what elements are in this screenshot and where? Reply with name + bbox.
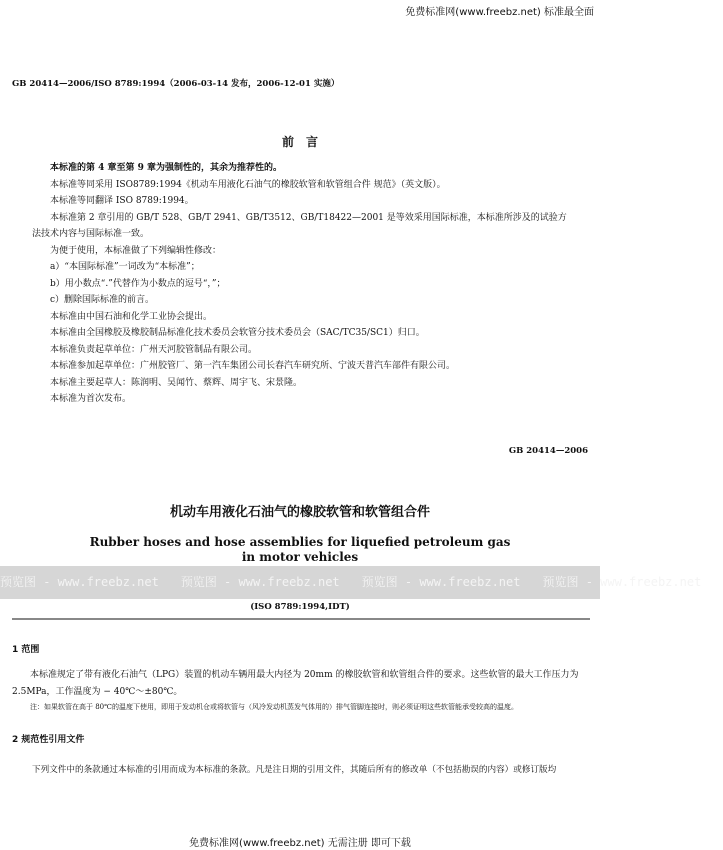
preview-watermark	[0, 566, 702, 599]
paragraph: 本标准等同翻译 ISO 8789:1994。	[50, 196, 194, 206]
foreword-body	[32, 160, 572, 408]
footer-note: 免费标准网(www.freebz.net) 无需注册 即可下载	[189, 838, 411, 849]
doc-id-line: GB 20414—2006/ISO 8789:1994（2006-03-14 发布，2006-12-01 实施）	[12, 79, 340, 89]
watermark-text: 预览图 - www.freebz.net	[542, 575, 702, 589]
paragraph: 本标准负责起草单位：广州天河胶管制品有限公司。	[50, 344, 258, 355]
paragraph: 本标准的第 4 章至第 9 章为强制性的，其余为推荐性的。	[50, 163, 283, 173]
paragraph: 本标准由全国橡胶及橡胶制品标准化技术委员会软管分技术委员会（SAC/TC35/SC1）归口。	[50, 328, 425, 338]
watermark-text: 预览图 - www.freebz.net	[361, 575, 521, 589]
paragraph: 本标准主要起草人：陈润明、吴闻竹、蔡辉、周宇飞、宋景隆。	[50, 377, 303, 388]
header-note: 免费标准网(www.freebz.net) 标准最全面	[405, 7, 594, 18]
list-item: c）删除国际标准的前言。	[50, 295, 155, 305]
paragraph: 本标准规定了带有液化石油气（LPG）装置的机动车辆用最大内径为 20mm 的橡胶软管和软管组合件的要求。这些软管的最大工作压力为 2.5MPa，工作温度为 − 40℃～±80℃。	[12, 670, 579, 697]
paragraph: 为便于使用，本标准做了下列编辑性修改：	[50, 245, 222, 256]
std-number: GB 20414—2006	[508, 446, 588, 456]
title-en-line1: Rubber hoses and hose assemblies for liquefied petroleum gas	[89, 535, 511, 549]
paragraph: 本标准为首次发布。	[50, 394, 132, 404]
section2-heading: 2 规范性引用文件	[12, 735, 85, 745]
note: 注：如果软管在高于 80℃的温度下使用，即用于发动机仓或将软管与（风冷发动机蒸发气体用的）排气管脚连接时，则必须证明这些软管能承受较高的温度。	[30, 703, 518, 711]
section1-body	[12, 667, 582, 714]
list-item: a）“本国际标准”一词改为“本标准”；	[50, 262, 200, 272]
iso-ref: (ISO 8789:1994,IDT)	[250, 602, 350, 612]
paragraph: 本标准由中国石油和化学工业协会提出。	[50, 311, 213, 322]
foreword-title: 前 言	[281, 135, 318, 149]
paragraph: 本标准第 2 章引用的 GB/T 528、GB/T 2941、GB/T3512、GB/T18422—2001 是等效采用国际标准，本标准所涉及的试验方法技术内容与国际标准一致。	[32, 212, 567, 239]
section1-heading: 1 范围	[12, 645, 40, 655]
title-cn: 机动车用液化石油气的橡胶软管和软管组合件	[169, 505, 430, 520]
paragraph: 本标准等同采用 ISO8789:1994《机动车用液化石油气的橡胶软管和软管组合件 规范》（英文版）。	[50, 179, 446, 190]
divider	[12, 618, 590, 620]
watermark-text: 预览图 - www.freebz.net	[180, 575, 340, 589]
watermark-text: 预览图 - www.freebz.net	[0, 575, 159, 589]
list-item: b）用小数点“.”代替作为小数点的逗号“，”；	[50, 278, 226, 289]
title-en-line2: in motor vehicles	[241, 550, 359, 564]
section2-text: 下列文件中的条款通过本标准的引用而成为本标准的条款。凡是注日期的引用文件，其随后所有的修改单（不包括勘误的内容）或修订版均	[32, 765, 557, 775]
paragraph: 本标准参加起草单位：广州胶管厂、第一汽车集团公司长春汽车研究所、宁波天普汽车部件有限公司。	[50, 361, 456, 371]
